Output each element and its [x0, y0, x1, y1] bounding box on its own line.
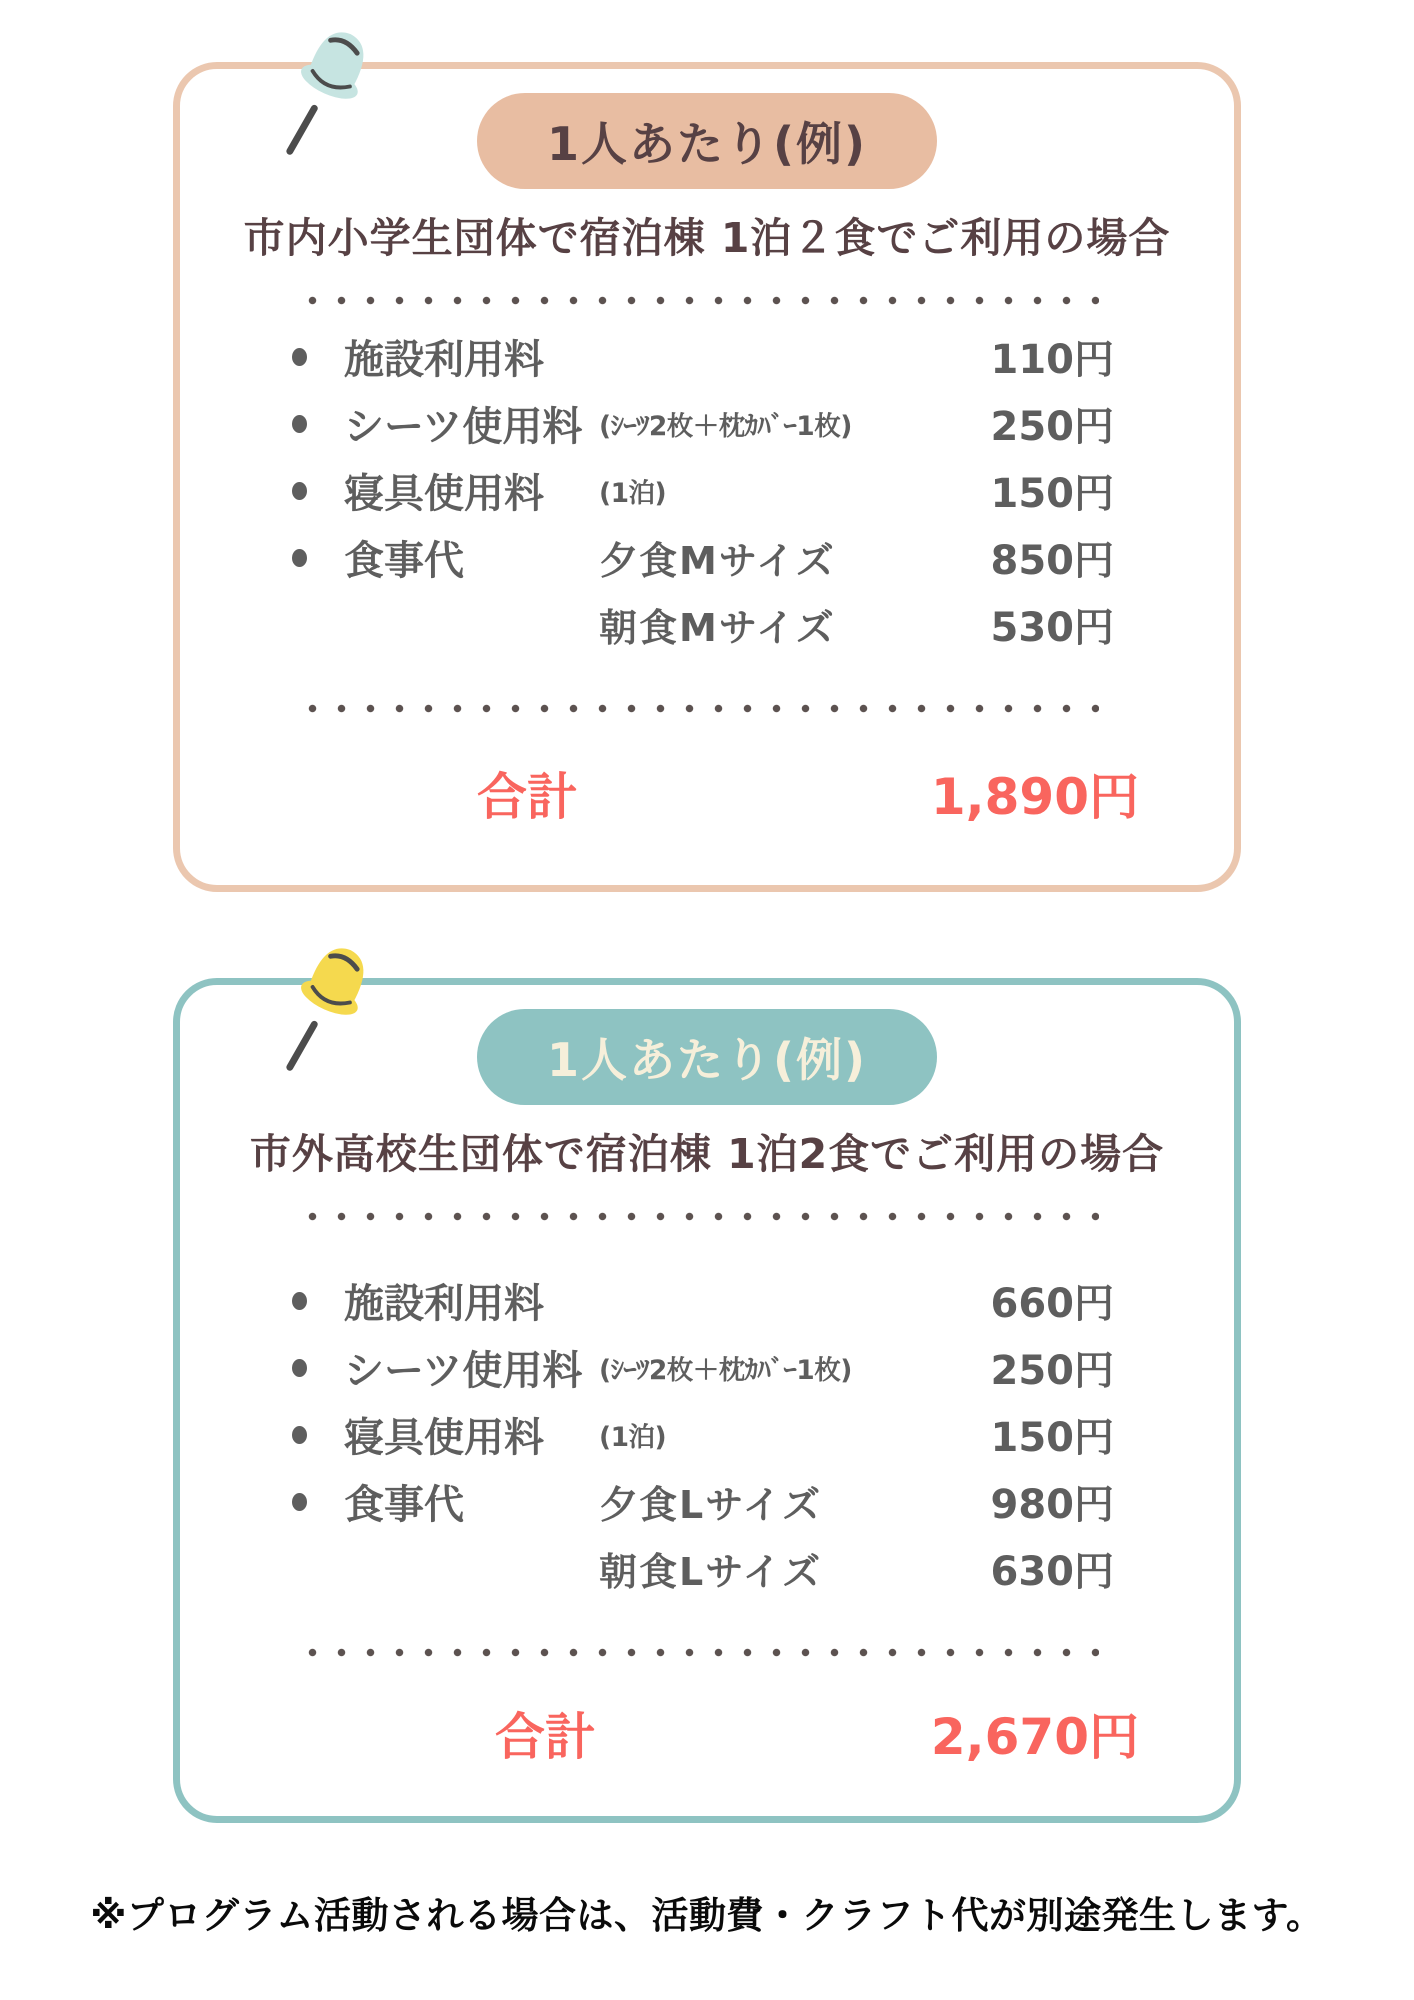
item-price: 250円 [990, 404, 1114, 450]
item-price: 250円 [990, 1348, 1114, 1394]
total-value: 2,670円 [930, 1708, 1139, 1766]
item-price: 850円 [990, 538, 1114, 584]
item-price: 150円 [990, 471, 1114, 517]
item-price: 630円 [990, 1549, 1114, 1595]
dotted-divider [298, 1648, 1099, 1657]
card-title: 市内小学生団体で宿泊棟 1泊２食でご利用の場合 [243, 214, 1171, 262]
item-label: シーツ使用料 [344, 404, 583, 450]
card-title: 市外高校生団体で宿泊棟 1泊2食でご利用の場合 [249, 1130, 1165, 1178]
pushpin-blue-icon [268, 13, 386, 171]
bullet-dot [292, 482, 344, 500]
item-label: 食事代 [344, 538, 464, 584]
item-price: 980円 [990, 1482, 1114, 1528]
item-detail: 夕食Mサイズ [599, 539, 836, 583]
item-price: 530円 [990, 605, 1114, 651]
item-note: (ｼｰﾂ2枚＋枕ｶﾊﾞｰ1枚) [599, 1355, 852, 1386]
total-value: 1,890円 [930, 768, 1139, 826]
price-row [292, 323, 1114, 390]
price-item-list [180, 323, 1234, 658]
dotted-divider [298, 296, 1099, 305]
item-detail: 朝食Lサイズ [599, 1550, 823, 1594]
item-note: (1泊) [599, 1422, 667, 1453]
per-person-badge-label: 1人あたり(例) [546, 1033, 868, 1087]
per-person-badge [477, 1009, 937, 1105]
per-person-badge [477, 93, 937, 189]
item-label: シーツ使用料 [344, 1348, 583, 1394]
bullet-dot [292, 1359, 344, 1377]
item-detail: 朝食Mサイズ [599, 606, 836, 650]
footer-note: ※プログラム活動される場合は、活動費・クラフト代が別途発生します。 [90, 1894, 1324, 1937]
item-label: 施設利用料 [344, 337, 544, 383]
item-price: 150円 [990, 1415, 1114, 1461]
bullet-dot [292, 616, 344, 634]
per-person-badge-label: 1人あたり(例) [546, 117, 868, 171]
bullet-dot [292, 1426, 344, 1444]
price-row [292, 1468, 1114, 1535]
item-label: 施設利用料 [344, 1281, 544, 1327]
item-label: 食事代 [344, 1482, 464, 1528]
total-row [180, 1697, 1234, 1769]
bullet-dot [292, 415, 344, 433]
price-item-list [180, 1267, 1234, 1602]
item-detail: 夕食Lサイズ [599, 1483, 823, 1527]
pricing-card-outside-highschool [173, 978, 1241, 1823]
dotted-divider [298, 1212, 1099, 1221]
price-row [292, 1535, 1114, 1602]
price-row [292, 1334, 1114, 1401]
pricing-card-city-elementary [173, 62, 1241, 892]
price-row [292, 390, 1114, 457]
price-row [292, 524, 1114, 591]
dotted-divider [298, 704, 1099, 713]
item-label: 寝具使用料 [344, 1415, 544, 1461]
item-note: (1泊) [599, 478, 667, 509]
price-row [292, 1267, 1114, 1334]
price-row [292, 457, 1114, 524]
item-label: 寝具使用料 [344, 471, 544, 517]
price-row [292, 591, 1114, 658]
pushpin-yellow-icon [268, 929, 386, 1087]
bullet-dot [292, 1560, 344, 1578]
bullet-dot [292, 1292, 344, 1310]
price-row [292, 1401, 1114, 1468]
item-price: 660円 [990, 1281, 1114, 1327]
total-label: 合計 [477, 768, 577, 826]
item-price: 110円 [990, 337, 1114, 383]
total-label: 合計 [495, 1708, 595, 1766]
bullet-dot [292, 549, 344, 567]
item-note: (ｼｰﾂ2枚＋枕ｶﾊﾞｰ1枚) [599, 411, 852, 442]
bullet-dot [292, 348, 344, 366]
bullet-dot [292, 1493, 344, 1511]
total-row [180, 757, 1234, 829]
